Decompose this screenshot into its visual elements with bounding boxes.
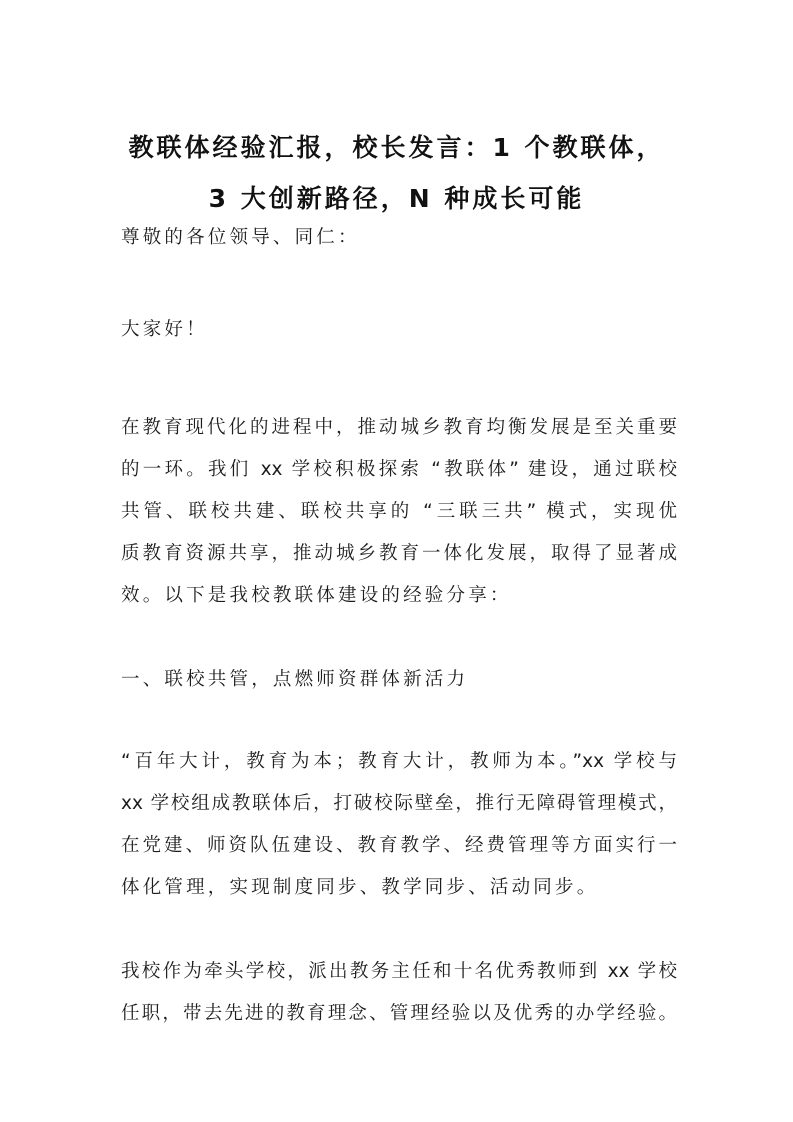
document-title-line-1: 教联体经验汇报，校长发言：1 个教联体， xyxy=(128,133,665,162)
intro-paragraph-line: 在教育现代化的进程中，推动城乡教育均衡发展是至关重要 xyxy=(121,417,677,438)
intro-paragraph-line: 效。以下是我校教联体建设的经验分享： xyxy=(121,585,512,606)
intro-paragraph-line: 质教育资源共享，推动城乡教育一体化发展，取得了显著成 xyxy=(121,543,677,564)
section-1-paragraph-2-line: 我校作为牵头学校，派出教务主任和十名优秀教师到 xx 学校 xyxy=(121,961,677,982)
salutation: 尊敬的各位领导、同仁： xyxy=(121,227,360,248)
greeting: 大家好！ xyxy=(121,319,208,340)
document-title-line-2: 3 大创新路径，N 种成长可能 xyxy=(208,184,585,213)
section-1-paragraph-1-line: xx 学校组成教联体后，打破校际壁垒，推行无障碍管理模式， xyxy=(121,793,677,814)
intro-paragraph-line: 的一环。我们 xx 学校积极探索 “教联体” 建设，通过联校 xyxy=(121,459,677,480)
section-1-paragraph-1-line: 在党建、师资队伍建设、教育教学、经费管理等方面实行一 xyxy=(121,835,677,856)
section-1-paragraph-2-line: 任职，带去先进的教育理念、管理经验以及优秀的办学经验。 xyxy=(121,1003,677,1024)
section-heading-1: 一、联校共管，点燃师资群体新活力 xyxy=(121,669,469,690)
section-1-paragraph-1-line: 体化管理，实现制度同步、教学同步、活动同步。 xyxy=(121,877,599,898)
intro-paragraph-line: 共管、联校共建、联校共享的 “三联三共” 模式，实现优 xyxy=(121,501,677,522)
section-1-paragraph-1-line: “百年大计，教育为本；教育大计，教师为本。”xx 学校与 xyxy=(121,751,677,772)
